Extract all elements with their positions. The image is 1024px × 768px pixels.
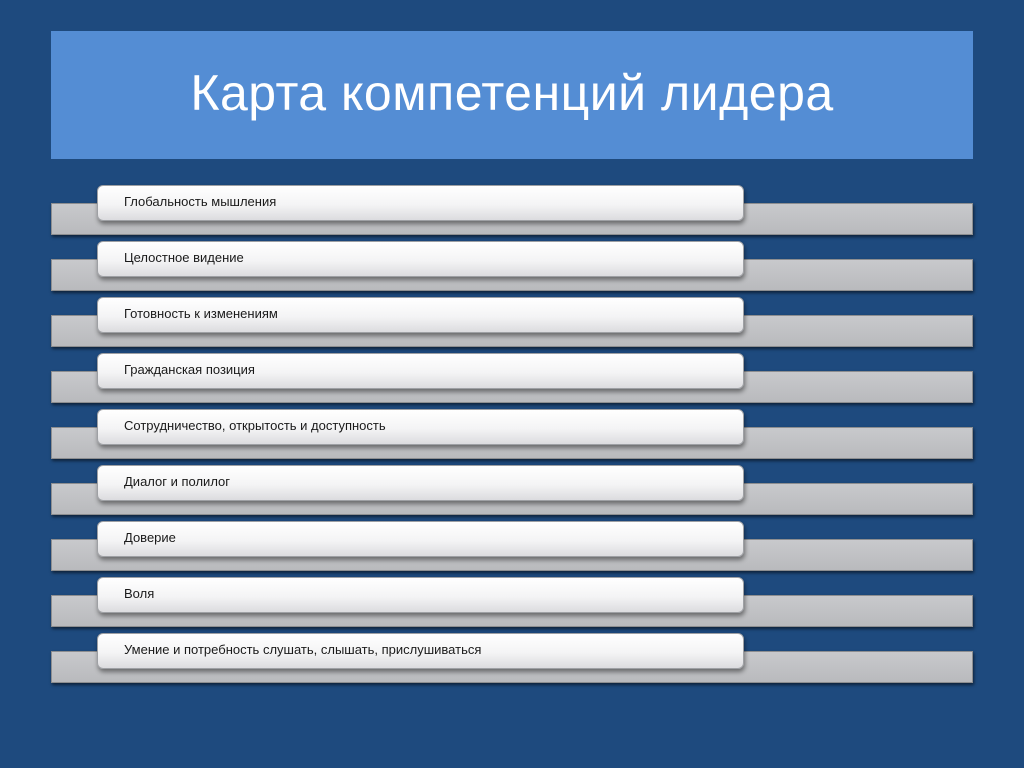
list-item	[0, 409, 1024, 459]
item-label: Гражданская позиция	[124, 361, 255, 377]
list-item	[0, 465, 1024, 515]
list-item	[0, 633, 1024, 683]
item-label: Доверие	[124, 529, 176, 545]
item-label: Готовность к изменениям	[124, 305, 278, 321]
list-item	[0, 185, 1024, 235]
item-card	[97, 353, 744, 389]
list-item	[0, 297, 1024, 347]
item-label: Воля	[124, 585, 155, 601]
list-item	[0, 241, 1024, 291]
item-card	[97, 577, 744, 613]
item-card	[97, 297, 744, 333]
item-label: Диалог и полилог	[124, 473, 231, 489]
item-card	[97, 633, 744, 669]
item-card	[97, 185, 744, 221]
item-card	[97, 241, 744, 277]
item-label: Целостное видение	[124, 249, 244, 265]
item-label: Глобальность мышления	[124, 193, 277, 209]
item-card	[97, 409, 744, 445]
item-card	[97, 521, 744, 557]
list-item	[0, 577, 1024, 627]
slide-title: Карта компетенций лидера	[190, 65, 834, 121]
item-label: Умение и потребность слушать, слышать, прислушиваться	[124, 641, 482, 657]
list-item	[0, 521, 1024, 571]
list-item	[0, 353, 1024, 403]
item-card	[97, 465, 744, 501]
item-label: Сотрудничество, открытость и доступность	[124, 417, 386, 433]
